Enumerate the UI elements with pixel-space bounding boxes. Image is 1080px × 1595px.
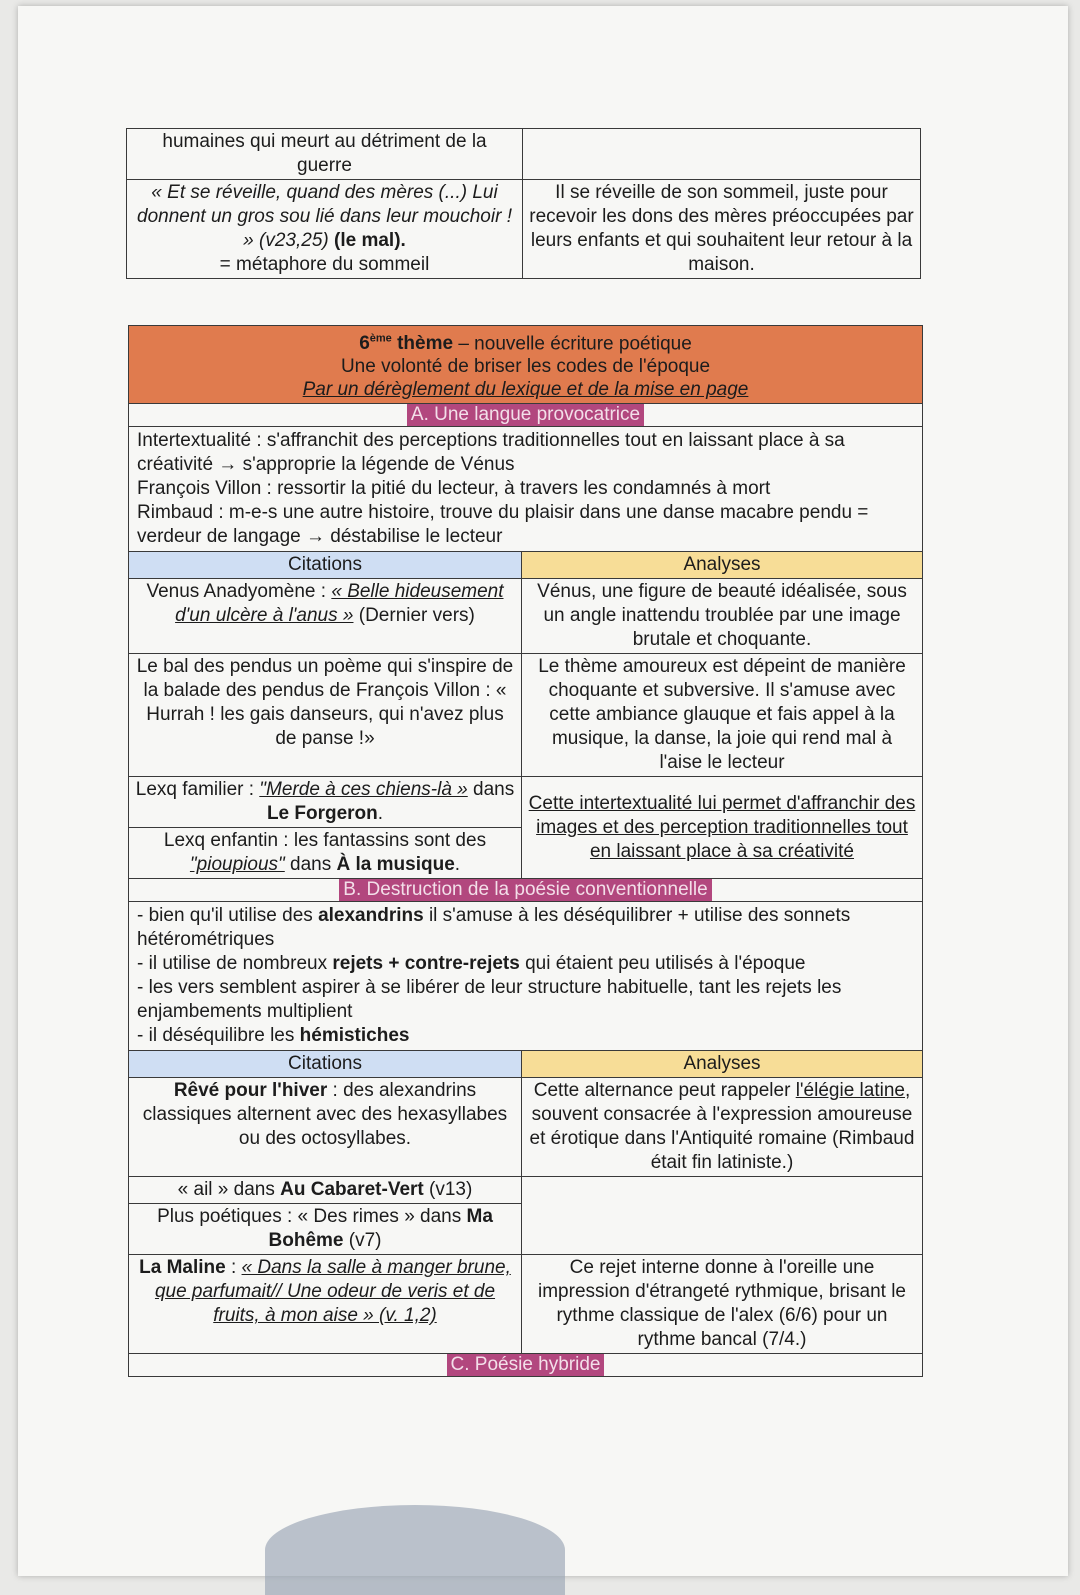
section-a-cell bbox=[129, 404, 923, 427]
table-cell: Il se réveille de son sommeil, juste pour recevoir les dons des mères préoccupées par leurs enfants et qui souhaitent leur retour à la maison. bbox=[523, 180, 921, 279]
section-c-title: C. Poésie hybride bbox=[447, 1354, 605, 1376]
paragraph-row bbox=[129, 427, 923, 552]
citation-text: . bbox=[454, 854, 461, 876]
poem-title: Rêvé pour l'hiver bbox=[173, 1080, 328, 1102]
table-row bbox=[127, 129, 921, 180]
paragraph-line: Rimbaud : m-e-s une autre histoire, trouve du plaisir dans une danse macabre pendu = verdeur de langage → déstabilise le lecteur bbox=[137, 502, 869, 548]
theme-subtitle-2: Par un dérèglement du lexique et de la mise en page bbox=[302, 379, 749, 401]
citation-cell bbox=[129, 777, 522, 828]
citation-cell bbox=[129, 1255, 522, 1354]
citation-quote: "Merde à ces chiens-là » bbox=[259, 779, 468, 801]
citations-header: Citations bbox=[129, 552, 522, 579]
bullet-line bbox=[137, 952, 914, 976]
citation-text: . bbox=[377, 803, 384, 825]
citation-text: dans bbox=[284, 854, 337, 876]
table-row bbox=[129, 1078, 923, 1177]
citation-quote: "pioupious" bbox=[189, 854, 285, 876]
theme-table bbox=[128, 325, 923, 1377]
citation-cell bbox=[129, 828, 522, 879]
finger-shadow bbox=[265, 1505, 565, 1595]
analysis-cell: Ce rejet interne donne à l'oreille une impression d'étrangeté rythmique, brisant le rythme classique de l'alex (6/6) pour un rythme bancal (7/4.) bbox=[522, 1255, 923, 1354]
section-c-cell bbox=[129, 1354, 923, 1377]
citation-quote: « Dans la salle à manger brune, que parfumait// Une odeur de veris et de fruits, à mon aise » (v. 1,2) bbox=[154, 1257, 511, 1327]
analysis-text: , souvent consacrée à l'expression amoureuse et érotique dans l'Antiquité romaine (Rimbaud était fin latiniste.) bbox=[529, 1080, 915, 1174]
table-cell bbox=[523, 129, 921, 180]
bullet-text: - il utilise de nombreux bbox=[137, 953, 333, 975]
section-row bbox=[129, 404, 923, 427]
bullet-bold: alexandrins bbox=[318, 905, 424, 927]
quote-tag: (le mal). bbox=[334, 230, 406, 251]
section-a-paragraph bbox=[129, 427, 923, 552]
theme-header bbox=[129, 326, 923, 404]
analysis-cell: Le thème amoureux est dépeint de manière choquante et subversive. Il s'amuse avec cette ambiance glauque et fais appel à la musique, la danse, la joie qui rend mal à l'aise le lecteur bbox=[522, 654, 923, 777]
bullet-line bbox=[137, 1024, 914, 1048]
paragraph-row bbox=[129, 902, 923, 1051]
paragraph-line: Intertextualité : s'affranchit des perceptions traditionnelles tout en laissant place à sa créativité → s'approprie la légende de Vénus bbox=[137, 430, 845, 476]
citation-text: Plus poétiques : « Des rimes » dans bbox=[157, 1206, 467, 1228]
top-table bbox=[126, 128, 921, 279]
poem-title: À la musique bbox=[336, 854, 455, 876]
table-row bbox=[129, 579, 923, 654]
theme-number: 6 bbox=[359, 333, 370, 355]
table-row bbox=[129, 777, 923, 828]
citation-text: (Dernier vers) bbox=[353, 605, 475, 627]
analysis-cell bbox=[522, 1078, 923, 1177]
citation-text: (v13) bbox=[423, 1179, 473, 1201]
section-a-title: A. Une langue provocatrice bbox=[407, 404, 644, 426]
bullet-bold: rejets + contre-rejets bbox=[332, 953, 520, 975]
analyses-header: Analyses bbox=[522, 1051, 923, 1078]
header-row bbox=[129, 552, 923, 579]
citation-text: : bbox=[225, 1257, 242, 1279]
analysis-text: Cette alternance peut rappeler bbox=[533, 1080, 796, 1102]
citation-cell: Le bal des pendus un poème qui s'inspire de la balade des pendus de François Villon : « Hurrah ! les gais danseurs, qui n'avez plus de panse !» bbox=[129, 654, 522, 777]
theme-number-sup: ème bbox=[369, 333, 392, 345]
section-row bbox=[129, 1354, 923, 1377]
section-b-cell bbox=[129, 879, 923, 902]
table-row bbox=[129, 654, 923, 777]
citation-text: Venus Anadyomène : bbox=[146, 581, 332, 603]
citation-cell bbox=[129, 579, 522, 654]
bullet-text: qui étaient peu utilisés à l'époque bbox=[519, 953, 806, 975]
citation-text: Lexq enfantin : les fantassins sont des bbox=[163, 830, 487, 852]
analysis-cell bbox=[522, 1177, 923, 1255]
note-text: = métaphore du sommeil bbox=[219, 254, 430, 275]
theme-header-row bbox=[129, 326, 923, 404]
theme-subtitle: Une volonté de briser les codes de l'époque bbox=[340, 356, 711, 378]
citation-text: Lexq familier : bbox=[135, 779, 260, 801]
theme-title: thème bbox=[391, 333, 454, 355]
poem-title: La Maline bbox=[139, 1257, 226, 1279]
table-cell bbox=[127, 180, 523, 279]
bullet-line bbox=[137, 976, 914, 1024]
poem-title: Ma Bohême bbox=[268, 1206, 493, 1252]
bullet-text: - il déséquilibre les bbox=[137, 1025, 300, 1047]
analysis-cell: Cette intertextualité lui permet d'affranchir des images et des perception traditionnelles tout en laissant place à sa créativité bbox=[522, 777, 923, 879]
section-b-title: B. Destruction de la poésie conventionnelle bbox=[339, 879, 711, 901]
section-row bbox=[129, 879, 923, 902]
analysis-cell: Vénus, une figure de beauté idéalisée, sous un angle inattendu troublée par une image brutale et choquante. bbox=[522, 579, 923, 654]
citation-text: (v7) bbox=[343, 1230, 382, 1252]
citations-header: Citations bbox=[129, 1051, 522, 1078]
citation-text: : des alexandrins classiques alternent avec des hexasyllabes ou des octosyllabes. bbox=[142, 1080, 508, 1150]
table-row bbox=[129, 1177, 923, 1204]
paragraph-line: François Villon : ressortir la pitié du lecteur, à travers les condamnés à mort bbox=[137, 478, 771, 500]
table-cell: humaines qui meurt au détriment de la guerre bbox=[127, 129, 523, 180]
bullet-bold: hémistiches bbox=[299, 1025, 410, 1047]
bullet-line bbox=[137, 904, 914, 952]
citation-quote: « Belle hideusement d'un ulcère à l'anus » bbox=[175, 581, 504, 627]
citation-cell bbox=[129, 1177, 522, 1204]
theme-title-rest: – nouvelle écriture poétique bbox=[453, 333, 692, 355]
citation-text: dans bbox=[467, 779, 515, 801]
bullet-text: il s'amuse à les déséquilibrer + utilise des sonnets hétérométriques bbox=[137, 905, 851, 951]
poem-title: Au Cabaret-Vert bbox=[280, 1179, 424, 1201]
analysis-underlined: l'élégie latine bbox=[795, 1080, 905, 1102]
section-b-bullets bbox=[129, 902, 923, 1051]
citation-cell bbox=[129, 1078, 522, 1177]
poem-title: Le Forgeron bbox=[266, 803, 378, 825]
table-row bbox=[127, 180, 921, 279]
analyses-header: Analyses bbox=[522, 552, 923, 579]
bullet-text: - bien qu'il utilise des bbox=[137, 905, 319, 927]
citation-text: « ail » dans bbox=[177, 1179, 281, 1201]
table-row bbox=[129, 1255, 923, 1354]
citation-cell bbox=[129, 1204, 522, 1255]
bullet-text: - les vers semblent aspirer à se libérer de leur structure habituelle, tant les rejets les enjambements multiplient bbox=[137, 977, 842, 1023]
quote-text: « Et se réveille, quand des mères (...) Lui donnent un gros sou lié dans leur mouchoir ! » (v23,25) bbox=[137, 182, 512, 251]
header-row bbox=[129, 1051, 923, 1078]
